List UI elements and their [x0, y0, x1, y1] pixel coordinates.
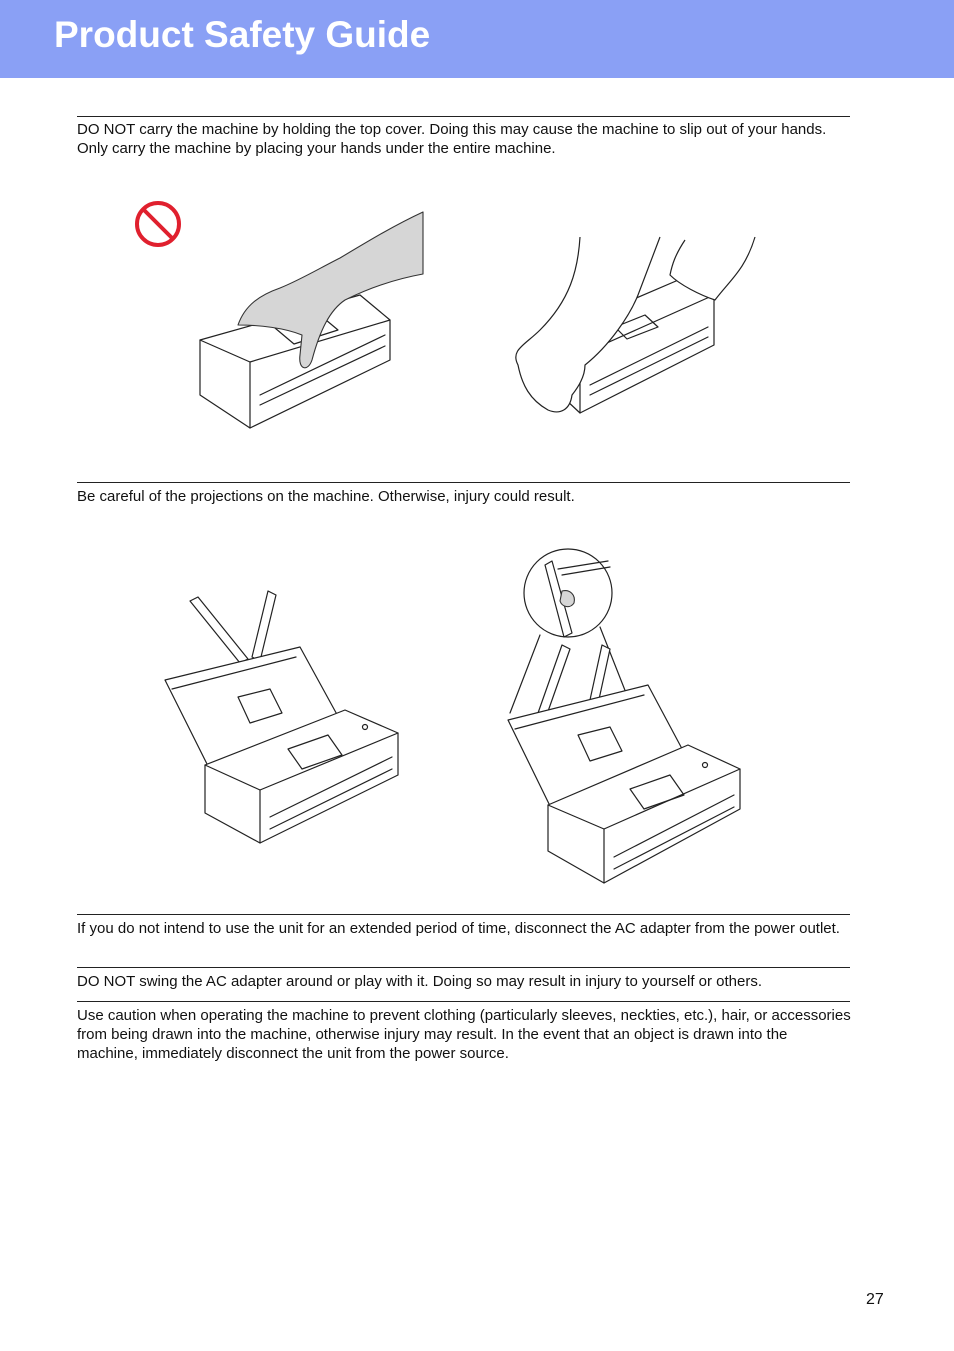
prohibition-icon [133, 200, 183, 250]
illustration-holding-top-cover [190, 210, 430, 435]
warning-clothing-text: Use caution when operating the machine to prevent clothing (particularly sleeves, neckties, etc.), hair, or accessories from being drawn into the machine, otherwise injury may result. In the event that an object is drawn into the machine, immediately disconnect the unit from the power source. [77, 1007, 851, 1062]
warning-adapter-text: DO NOT swing the AC adapter around or play with it. Doing so may result in injury to yourself or others. [77, 973, 763, 990]
page-number: 27 [866, 1291, 884, 1308]
illustration-carrying-correctly [500, 235, 760, 425]
section-divider [77, 482, 850, 483]
section-divider [77, 1001, 850, 1002]
warning-projections-text: Be careful of the projections on the machine. Otherwise, injury could result. [77, 488, 575, 505]
warning-carry-text: DO NOT carry the machine by holding the top cover. Doing this may cause the machine to slip out of your hands. Only carry the machine by placing your hands under the entire machine. [77, 121, 827, 157]
header-bar [0, 0, 954, 78]
section-divider [77, 914, 850, 915]
section-divider [77, 116, 850, 117]
section-divider [77, 967, 850, 968]
page-title: Product Safety Guide [54, 14, 431, 55]
illustration-open-machine [160, 585, 410, 850]
warning-disconnect-text: If you do not intend to use the unit for an extended period of time, disconnect the AC adapter from the power outlet. [77, 920, 840, 937]
illustration-projection-detail [500, 545, 750, 890]
